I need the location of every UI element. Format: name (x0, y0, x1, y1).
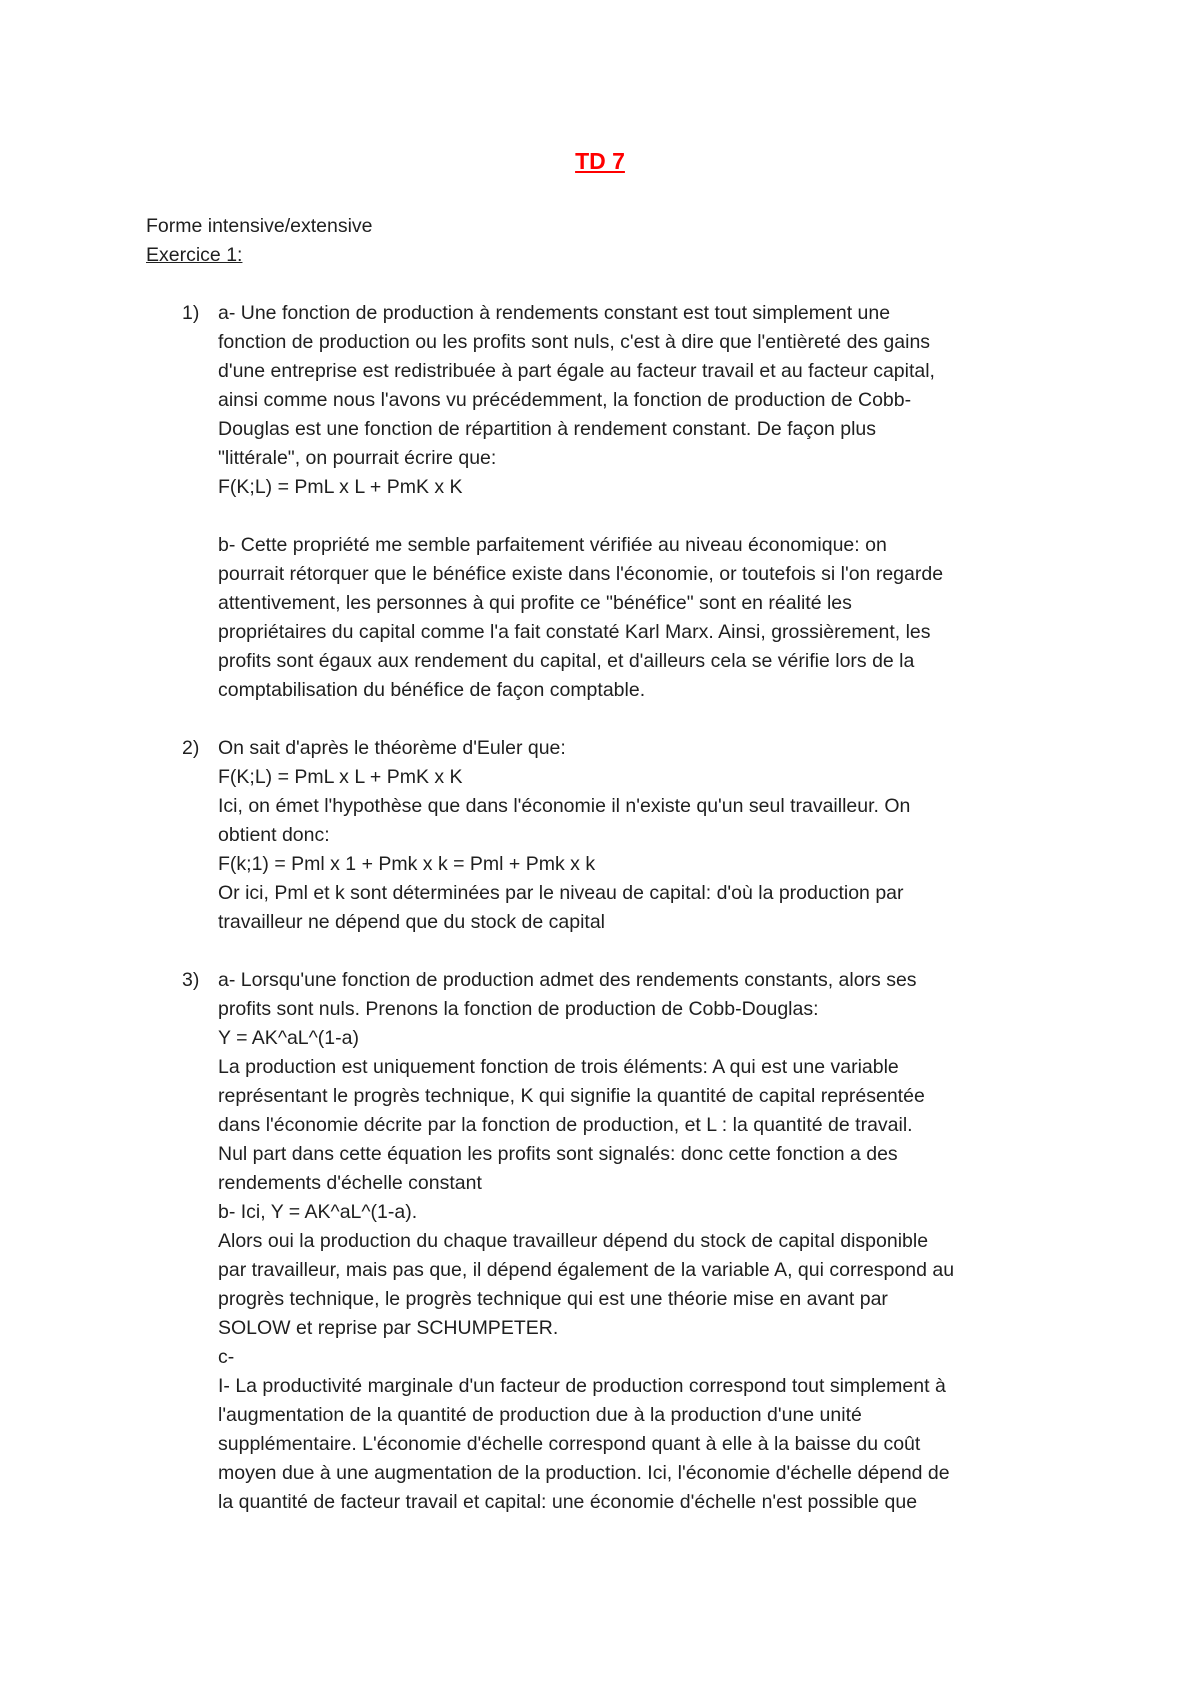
list-item (146, 966, 1086, 1517)
text-line: Y = AK^aL^(1-a) (218, 1027, 359, 1049)
text-line: représentant le progrès technique, K qui signifie la quantité de capital représentée (218, 1085, 925, 1107)
text-line: Or ici, Pml et k sont déterminées par le niveau de capital: d'où la production par (218, 882, 904, 904)
text-line: obtient donc: (218, 824, 330, 846)
text-line: La production est uniquement fonction de trois éléments: A qui est une variable (218, 1056, 899, 1078)
text-line: rendements d'échelle constant (218, 1172, 482, 1194)
text-line: la quantité de facteur travail et capital: une économie d'échelle n'est possible que (218, 1491, 918, 1513)
text-line: d'une entreprise est redistribuée à part égale au facteur travail et au facteur capital, (218, 360, 935, 382)
item-number: 2) (182, 737, 200, 759)
text-line: pourrait rétorquer que le bénéfice existe dans l'économie, or toutefois si l'on regarde (218, 563, 944, 585)
text-line: l'augmentation de la quantité de production due à la production d'une unité (218, 1404, 862, 1426)
text-line: travailleur ne dépend que du stock de capital (218, 911, 606, 933)
document-title: TD 7 (575, 148, 625, 174)
text-line: On sait d'après le théorème d'Euler que: (218, 737, 566, 759)
text-line: profits sont égaux aux rendement du capital, et d'ailleurs cela se vérifie lors de la (218, 650, 915, 672)
text-line: I- La productivité marginale d'un facteur de production correspond tout simplement à (218, 1375, 946, 1397)
text-line: b- Cette propriété me semble parfaitement vérifiée au niveau économique: on (218, 534, 887, 556)
text-line: profits sont nuls. Prenons la fonction de production de Cobb-Douglas: (218, 998, 819, 1020)
text-line: F(K;L) = PmL x L + PmK x K (218, 476, 463, 498)
text-line: progrès technique, le progrès technique qui est une théorie mise en avant par (218, 1288, 888, 1310)
intro-block (146, 212, 1096, 270)
text-line: Nul part dans cette équation les profits sont signalés: donc cette fonction a des (218, 1143, 898, 1165)
answer-list (146, 299, 1086, 1517)
text-line: propriétaires du capital comme l'a fait constaté Karl Marx. Ainsi, grossièrement, les (218, 621, 931, 643)
text-line: Douglas est une fonction de répartition à rendement constant. De façon plus (218, 418, 876, 440)
item-gap (146, 705, 1086, 734)
text-line: Ici, on émet l'hypothèse que dans l'économie il n'existe qu'un seul travailleur. On (218, 795, 911, 817)
text-line: comptabilisation du bénéfice de façon comptable. (218, 679, 646, 701)
text-line: dans l'économie décrite par la fonction de production, et L : la quantité de travail. (218, 1114, 913, 1136)
text-line: fonction de production ou les profits sont nuls, c'est à dire que l'entièreté des gains (218, 331, 931, 353)
text-line: "littérale", on pourrait écrire que: (218, 447, 497, 469)
text-line: par travailleur, mais pas que, il dépend également de la variable A, qui correspond au (218, 1259, 955, 1281)
text-line: moyen due à une augmentation de la production. Ici, l'économie d'échelle dépend de (218, 1462, 950, 1484)
text-line: c- (218, 1346, 235, 1368)
text-line: supplémentaire. L'économie d'échelle correspond quant à elle à la baisse du coût (218, 1433, 921, 1455)
list-item (146, 299, 1086, 705)
text-line: b- Ici, Y = AK^aL^(1-a). (218, 1201, 418, 1223)
text-line: F(K;L) = PmL x L + PmK x K (218, 766, 463, 788)
list-item (146, 734, 1086, 937)
item-number: 1) (182, 302, 200, 324)
exercise-heading: Exercice 1: (146, 244, 243, 266)
text-line: attentivement, les personnes à qui profite ce "bénéfice" sont en réalité les (218, 592, 852, 614)
blank-line (218, 502, 1086, 531)
section-subtitle: Forme intensive/extensive (146, 215, 373, 237)
text-line: SOLOW et reprise par SCHUMPETER. (218, 1317, 559, 1339)
text-line: ainsi comme nous l'avons vu précédemment, la fonction de production de Cobb- (218, 389, 912, 411)
text-line: a- Lorsqu'une fonction de production admet des rendements constants, alors ses (218, 969, 917, 991)
item-number: 3) (182, 969, 200, 991)
text-line: a- Une fonction de production à rendements constant est tout simplement une (218, 302, 891, 324)
text-line: Alors oui la production du chaque travailleur dépend du stock de capital disponible (218, 1230, 929, 1252)
item-gap (146, 937, 1086, 966)
text-line: F(k;1) = Pml x 1 + Pmk x k = Pml + Pmk x k (218, 853, 596, 875)
